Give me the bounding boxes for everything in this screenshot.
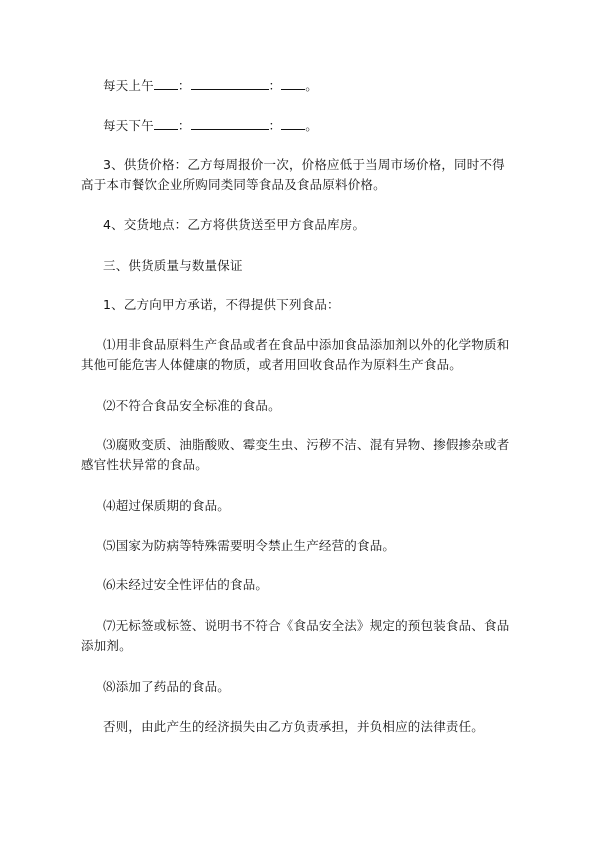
list-item-2: ⑵不符合食品安全标准的食品。: [103, 398, 281, 413]
colon: ：: [177, 78, 191, 93]
blank-hour-start: [154, 117, 178, 130]
list-item-7: ⑺无标签或标签、说明书不符合《食品安全法》规定的预包装食品、食品添加剂。: [81, 618, 510, 653]
time-afternoon-label: 每天下午: [103, 118, 154, 133]
sub-item-1: 1、乙方向甲方承诺，不得提供下列食品：: [103, 297, 340, 312]
colon: ：: [268, 118, 282, 133]
closing-paragraph: 否则，由此产生的经济损失由乙方负责承担，并负相应的法律责任。: [103, 719, 485, 734]
list-item-5: ⑸国家为防病等特殊需要明令禁止生产经营的食品。: [103, 538, 396, 553]
blank-hour-end: [247, 77, 269, 90]
list-item-3: ⑶腐败变质、油脂酸败、霉变生虫、污秽不洁、混有异物、掺假掺杂或者感官性状异常的食品。: [81, 437, 510, 472]
blank-hour-start: [154, 77, 178, 90]
item-4-delivery: 4、交货地点：乙方将供货送至甲方食品库房。: [103, 217, 366, 232]
list-item-1: ⑴用非食品原料生产食品或者在食品中添加食品添加剂以外的化学物质和其他可能危害人体健康的物质，或者用回收食品作为原料生产食品。: [81, 337, 510, 372]
time-morning-label: 每天上午: [103, 78, 154, 93]
time-afternoon-line: [81, 116, 515, 136]
dash-separator: [213, 77, 247, 90]
blank-minute-end: [281, 77, 305, 90]
blank-hour-end: [247, 117, 269, 130]
blank-minute-start: [191, 117, 213, 130]
colon: ：: [268, 78, 282, 93]
dash-separator: [213, 117, 247, 130]
colon: ：: [177, 118, 191, 133]
blank-minute-end: [281, 117, 305, 130]
item-3-price: 3、供货价格：乙方每周报价一次，价格应低于当周市场价格，同时不得高于本市餐饮企业所购同类同等食品及食品原料价格。: [81, 157, 505, 192]
list-item-8: ⑻添加了药品的食品。: [103, 679, 231, 694]
blank-minute-start: [191, 77, 213, 90]
time-morning-line: [81, 76, 515, 96]
period: 。: [305, 118, 318, 133]
list-item-4: ⑷超过保质期的食品。: [103, 498, 231, 513]
section-3-heading: 三、供货质量与数量保证: [103, 258, 243, 273]
period: 。: [305, 78, 318, 93]
list-item-6: ⑹未经过安全性评估的食品。: [103, 577, 269, 592]
